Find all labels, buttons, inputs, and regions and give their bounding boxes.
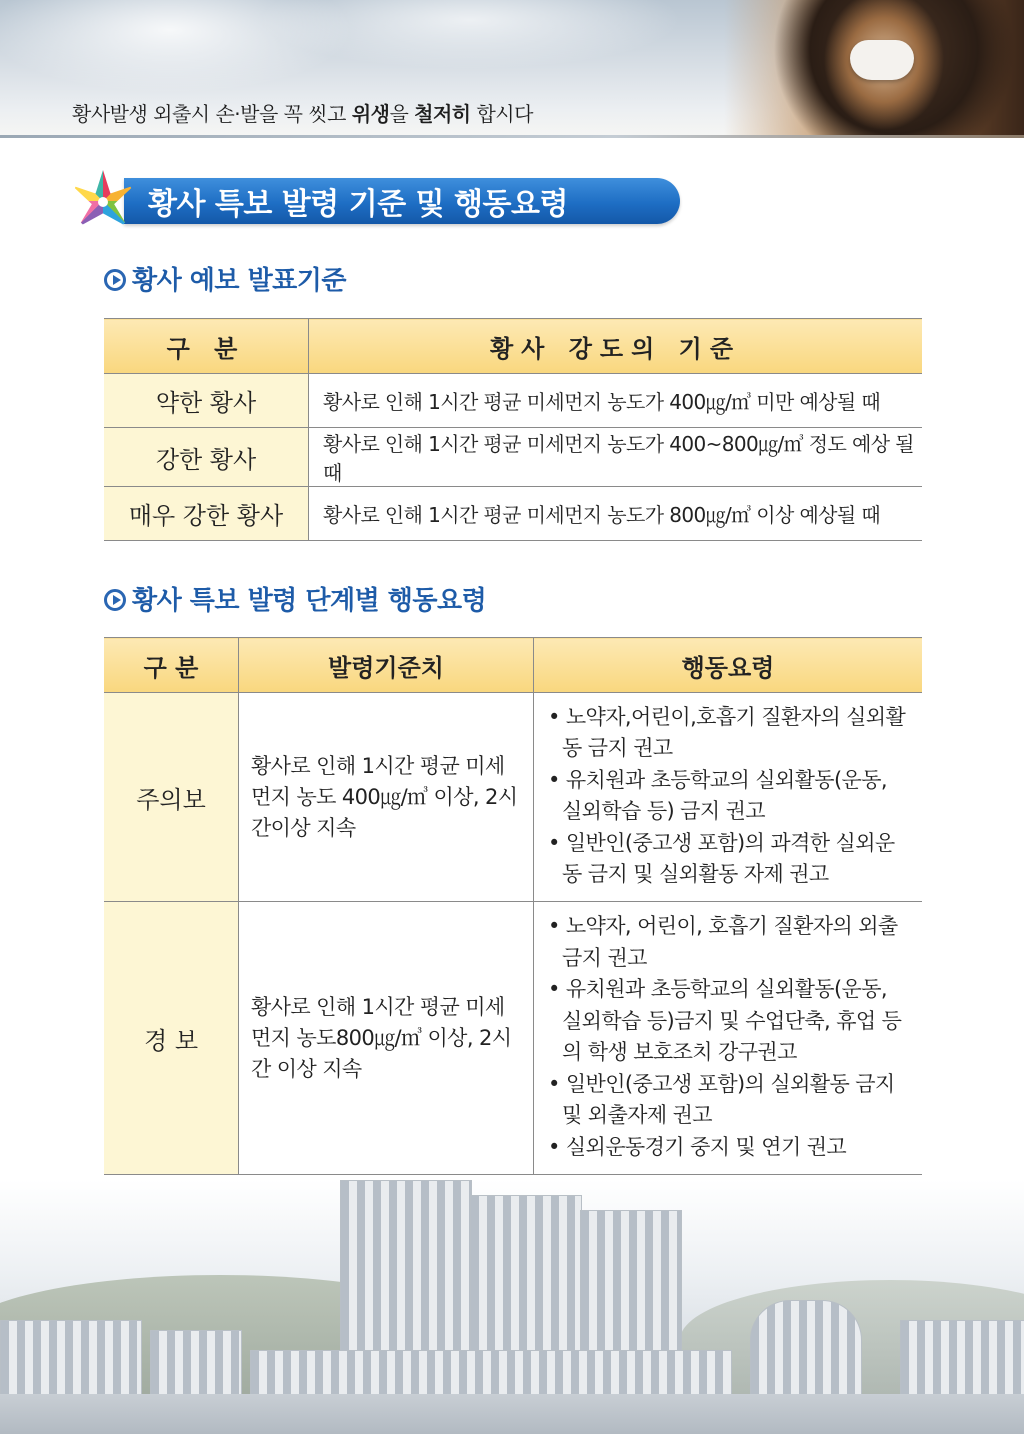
banner-slogan-bold-thoroughly: 철저히	[414, 102, 471, 126]
section-heading-actions: 황사 특보 발령 단계별 행동요령	[104, 580, 486, 617]
face-mask-graphic	[850, 40, 914, 80]
building-round	[750, 1300, 862, 1396]
action-list	[548, 702, 912, 891]
action-cell	[534, 693, 923, 902]
table-row	[104, 693, 922, 902]
criteria-cell: 황사로 인해 1시간 평균 미세먼지 농도800㎍/㎥ 이상, 2시간 이상 지속	[239, 902, 534, 1175]
building-low-mid	[150, 1330, 242, 1396]
category-cell: 매우 강한 황사	[104, 487, 309, 541]
section-heading-forecast: 황사 예보 발표기준	[104, 260, 346, 297]
banner-slogan-bold-hygiene: 위생	[351, 102, 390, 126]
criteria-cell: 황사로 인해 1시간 평균 미세먼지 농도가 400~800㎍/㎥ 정도 예상 될 때	[309, 428, 923, 487]
action-list	[548, 911, 912, 1163]
category-cell: 강한 황사	[104, 428, 309, 487]
header-action-guide: 행동요령	[534, 638, 923, 693]
list-item: • 일반인(중고생 포함)의 과격한 실외운동 금지 및 실외활동 자제 권고	[548, 828, 912, 891]
page-title: 황사 특보 발령 기준 및 행동요령	[148, 187, 568, 222]
pinwheel-center-icon	[98, 197, 108, 207]
banner-photo-person-with-mask	[724, 0, 1024, 138]
arrow-right-icon	[104, 589, 126, 611]
forecast-criteria-table	[104, 318, 922, 541]
main-title-block	[72, 170, 612, 232]
table-row	[104, 428, 922, 487]
criteria-cell: 황사로 인해 1시간 평균 미세먼지 농도가 400㎍/㎥ 미만 예상될 때	[309, 374, 923, 428]
list-item: • 노약자, 어린이, 호흡기 질환자의 외출금지 권고	[548, 911, 912, 974]
criteria-cell: 황사로 인해 1시간 평균 미세먼지 농도가 800㎍/㎥ 이상 예상될 때	[309, 487, 923, 541]
building-low-right	[900, 1320, 1024, 1396]
arrow-right-icon	[104, 269, 126, 291]
alert-action-table	[104, 637, 922, 1175]
table-row	[104, 902, 922, 1175]
header-category: 구 분	[104, 638, 239, 693]
table-row	[104, 374, 922, 428]
list-item: • 일반인(중고생 포함)의 실외활동 금지 및 외출자제 권고	[548, 1069, 912, 1132]
table-header-row	[104, 319, 922, 374]
list-item: • 실외운동경기 중지 및 연기 권고	[548, 1132, 912, 1164]
banner-slogan: 황사발생 외출시 손·발을 꼭 씻고 위생을 철저히 합시다	[72, 102, 533, 126]
table-row	[104, 487, 922, 541]
ground	[0, 1394, 1024, 1434]
banner-divider	[0, 135, 1024, 138]
category-cell: 주의보	[104, 693, 239, 902]
header-intensity-criteria: 황사 강도의 기준	[309, 319, 923, 374]
table-header-row	[104, 638, 922, 693]
category-cell: 약한 황사	[104, 374, 309, 428]
top-banner	[0, 0, 1024, 138]
criteria-cell: 황사로 인해 1시간 평균 미세먼지 농도 400㎍/㎥ 이상, 2시간이상 지속	[239, 693, 534, 902]
list-item: • 유치원과 초등학교의 실외활동(운동, 실외학습 등) 금지 권고	[548, 765, 912, 828]
header-alert-criteria: 발령기준치	[239, 638, 534, 693]
category-cell: 경 보	[104, 902, 239, 1175]
building-wide-base	[250, 1350, 732, 1396]
list-item: • 노약자,어린이,호흡기 질환자의 실외활동 금지 권고	[548, 702, 912, 765]
list-item: • 유치원과 초등학교의 실외활동(운동, 실외학습 등)금지 및 수업단축, 휴업 등의 학생 보호조치 강구권고	[548, 974, 912, 1069]
header-category: 구 분	[104, 319, 309, 374]
cityscape-background	[0, 1180, 1024, 1434]
action-cell	[534, 902, 923, 1175]
building-low-left	[0, 1320, 142, 1396]
